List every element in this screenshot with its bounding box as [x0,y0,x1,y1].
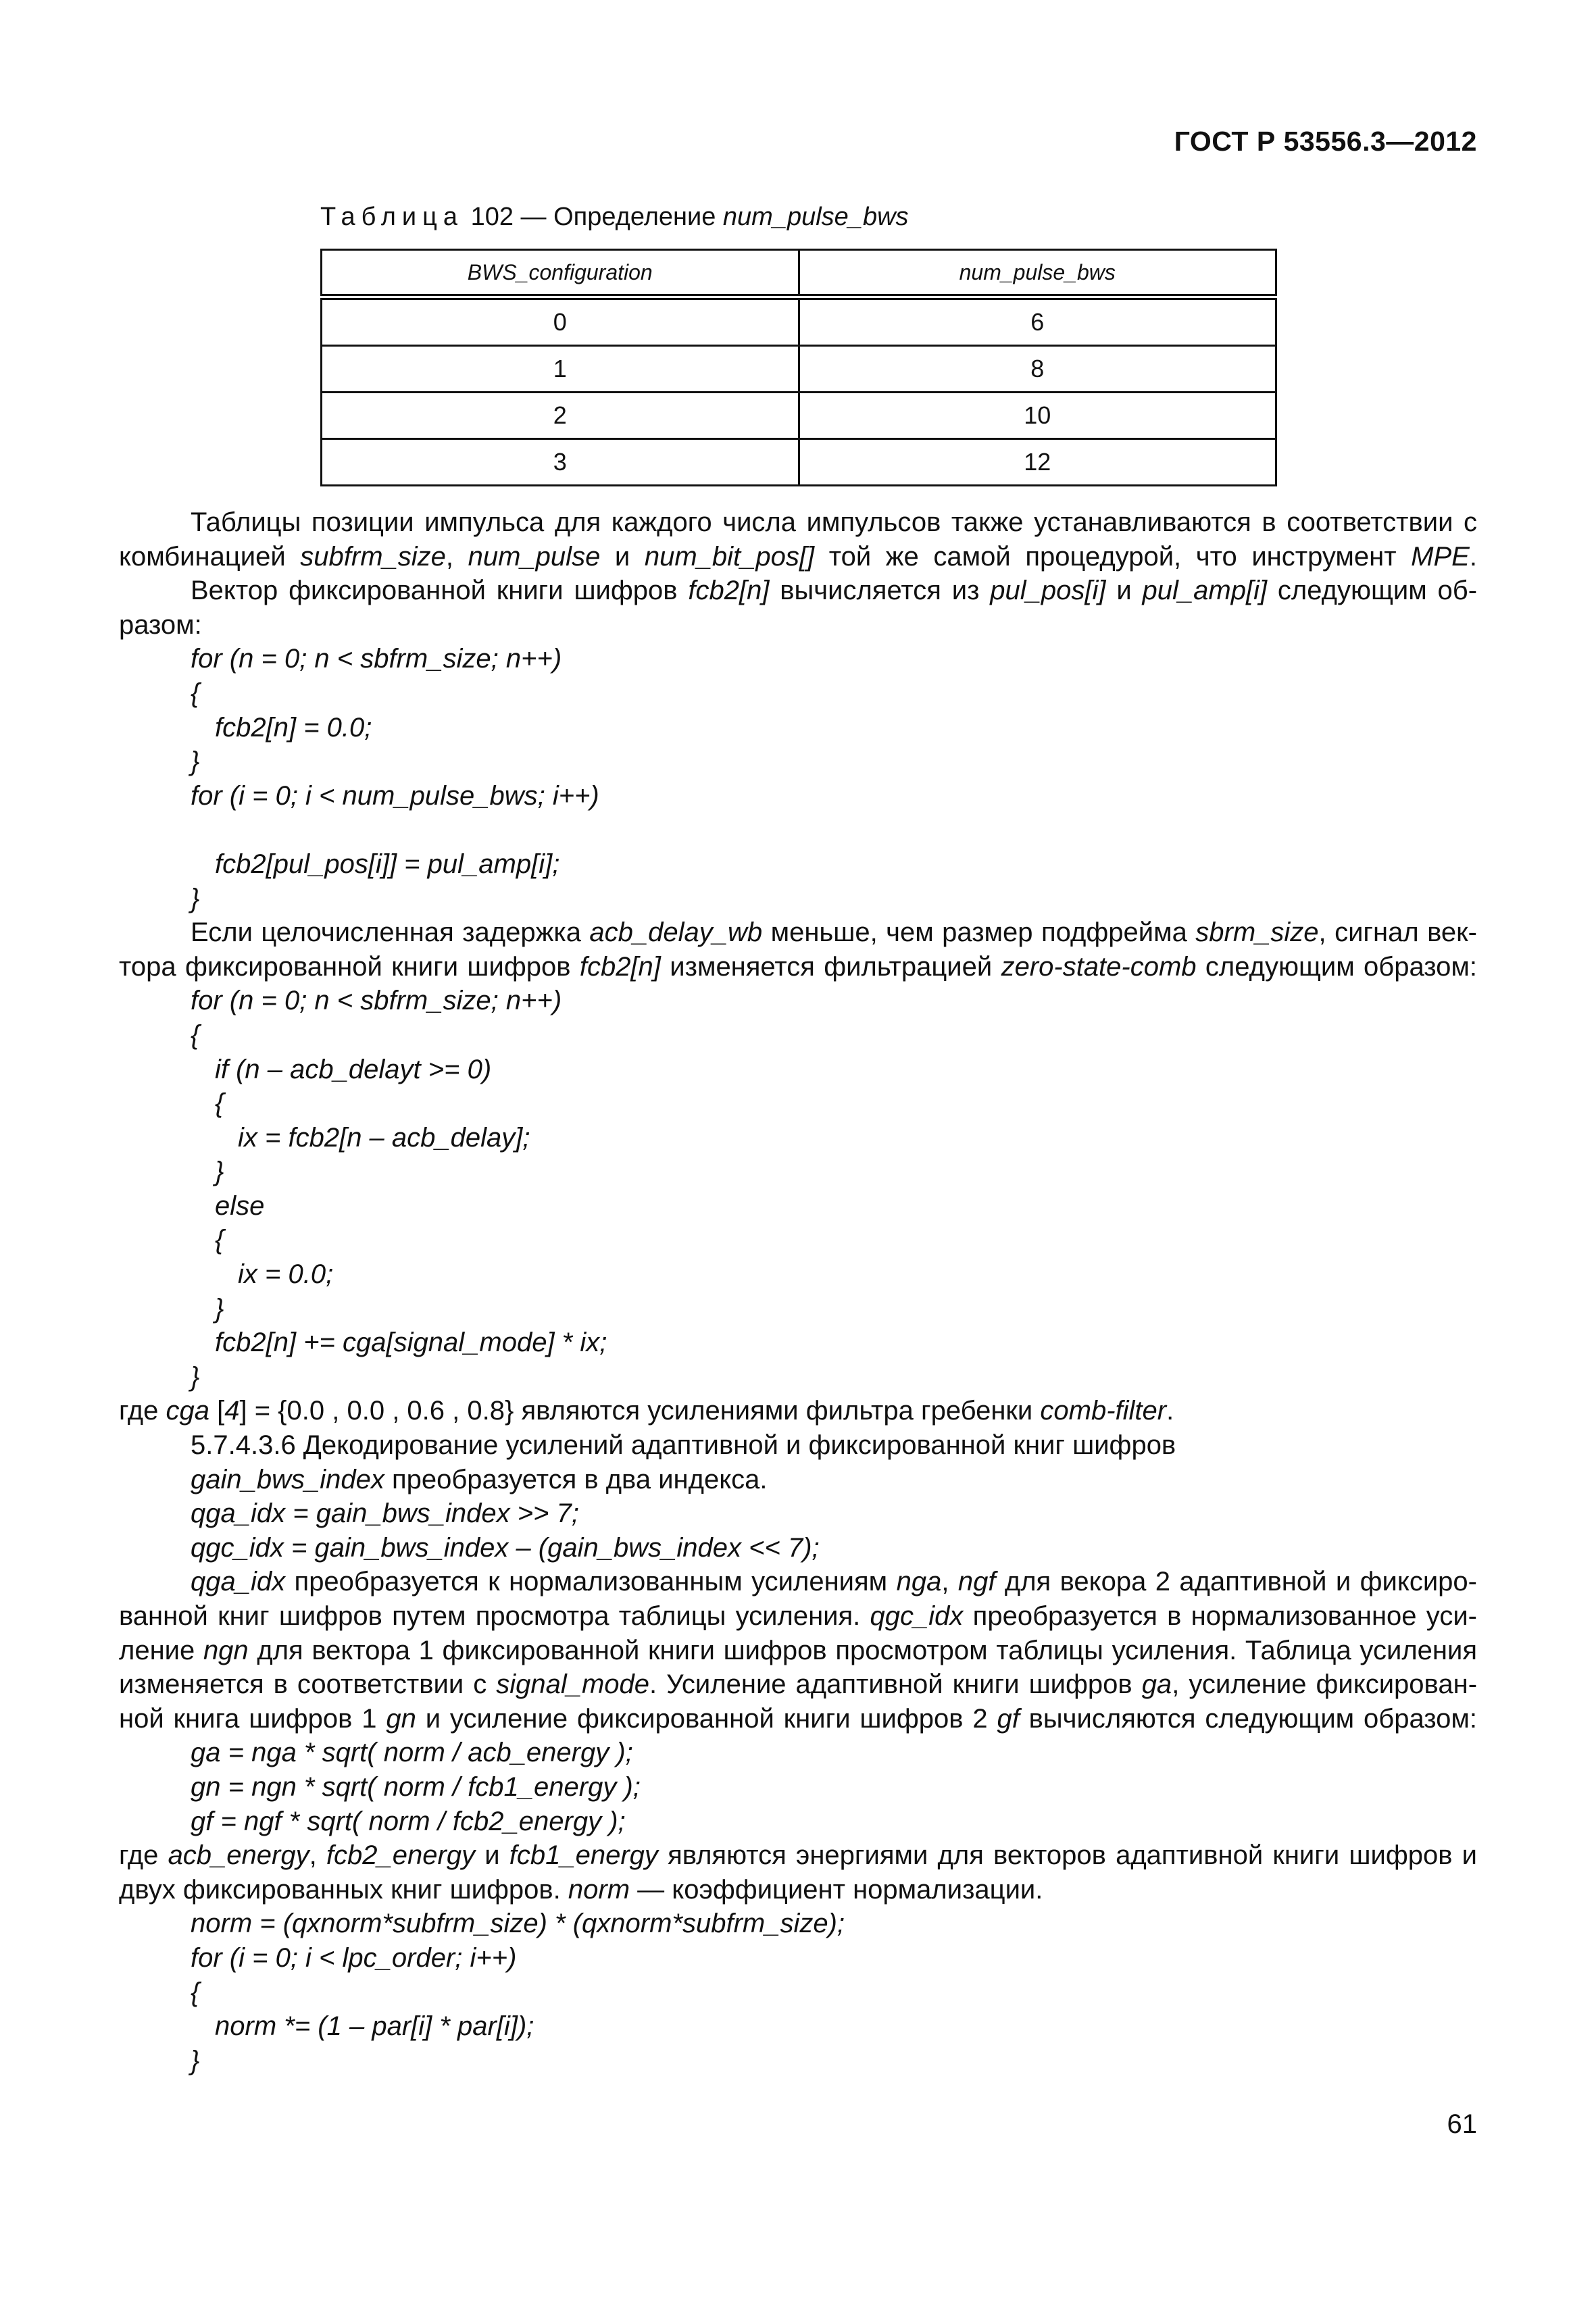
code-line: { [191,1977,200,2007]
text-run: zero-state-comb [1001,951,1197,982]
text-run: qgc_idx [870,1601,964,1631]
text-run: signal_mode [496,1669,650,1700]
table-header-row [322,250,1276,297]
table-cell: 3 [322,439,799,486]
text-run: norm [568,1874,630,1905]
table-row [322,297,1276,346]
text-run: изменяется фильтрацией [660,951,1001,982]
text-run: fcb1_energy [509,1840,658,1871]
text-run: где [119,1396,166,1426]
text-run: вычисляются следующим образом: [1019,1703,1477,1734]
text-run: fcb2_energy [326,1840,476,1871]
code-line: ix = 0.0; [238,1259,334,1290]
text-run: , [445,541,468,572]
text-run: и усиление фиксированной книги шифров 2 [416,1703,997,1734]
text-run: fcb2[n] [579,951,661,982]
text-run: , усиление фиксирован- [1172,1669,1478,1700]
table-cell: 1 [322,346,799,393]
code-line: gn = ngn * sqrt( norm / fcb1_energy ); [191,1771,641,1802]
text-run: . Усиление адаптивной книги шифров [649,1669,1142,1700]
text-run: pul_pos[i] [990,576,1106,606]
text-run: num_bit_pos[] [644,541,815,572]
page-number: 61 [1447,2109,1477,2139]
code-line: norm *= (1 – par[i] * par[i]); [215,2011,534,2042]
text-run: nga [896,1567,942,1597]
code-line: fcb2[n] += cga[signal_mode] * ix; [215,1328,607,1358]
code-line: gf = ngf * sqrt( norm / fcb2_energy ); [191,1806,626,1836]
table-cell: 10 [799,393,1276,439]
table-caption [320,203,909,232]
paragraph-line [119,1463,1477,1497]
table-cell: 6 [799,297,1276,346]
code-line: for (i = 0; i < lpc_order; i++) [191,1942,517,1973]
text-run: являются энергиями для векторов адаптивной книги шифров и [657,1840,1477,1871]
paragraph-line [119,1702,1477,1736]
text-run: sbrm_size [1195,917,1319,948]
text-run: для вектора 1 фиксированной книги шифров просмотром таблицы усиления. Таблица усиления [248,1635,1477,1665]
code-line: for (n = 0; n < sbfrm_size; n++) [191,644,562,674]
text-run: ga [1141,1669,1172,1700]
code-line: if (n – acb_delayt >= 0) [215,1054,492,1084]
text-run: и [1105,576,1143,606]
paragraph-line [119,505,1477,540]
text-run: subfrm_size [300,541,446,572]
text-run: комбинацией [119,541,301,572]
standard-number: ГОСТ Р 53556.3—2012 [1174,126,1477,157]
text-run: и [475,1840,509,1871]
text-run: , сигнал век- [1318,917,1477,948]
paragraph-line: разом: [119,609,202,640]
text-run: для векора 2 адаптивной и фиксиро- [995,1567,1477,1597]
code-line: { [215,1225,224,1255]
blank-line [119,813,1477,847]
table-102 [320,249,1277,486]
text-run: двух фиксированных книг шифров. [119,1874,568,1905]
text-run: fcb2[n] [688,576,770,606]
text-run: . [1469,541,1477,572]
table-cell: 8 [799,346,1276,393]
code-line: fcb2[pul_pos[i]] = pul_amp[i]; [215,849,560,879]
text-run: изменяется в соответствии с [119,1669,497,1700]
text-run: , [941,1567,958,1597]
paragraph-line [119,1634,1477,1668]
text-run: num_pulse [468,541,601,572]
text-run: pul_amp[i] [1142,576,1268,606]
text-run: Таблицы позиции импульса для каждого числа импульсов также устанавливаются в соответствии с [191,507,1477,537]
table-caption-prefix: Таблица [320,203,464,231]
code-line: qga_idx = gain_bws_index >> 7; [191,1499,579,1529]
text-run: тора фиксированной книги шифров [119,951,580,982]
text-run: Если целочисленная задержка [191,917,590,948]
code-line: } [215,1293,224,1324]
text-run: преобразуется в два индекса. [384,1464,768,1494]
table-caption-term: num_pulse_bws [722,203,909,231]
table-caption-number: 102 — Определение [470,203,716,231]
text-run: и [600,541,645,572]
code-line: { [191,678,200,708]
text-run: , [309,1840,326,1871]
text-run: . [1166,1396,1174,1426]
paragraph-line [119,1599,1477,1634]
text-run: 4 [224,1396,240,1426]
code-line: { [191,1020,200,1050]
code-line: ix = fcb2[n – acb_delay]; [238,1122,530,1153]
column-header-num-pulse-bws: num_pulse_bws [799,250,1276,297]
code-line: } [191,1361,200,1392]
code-line: fcb2[n] = 0.0; [215,712,372,743]
text-run: следующим об- [1267,576,1478,606]
code-line: ga = nga * sqrt( norm / acb_energy ); [191,1738,633,1768]
column-header-bws-configuration: BWS_configuration [322,250,799,297]
code-line: } [191,883,200,913]
text-run: меньше, чем размер подфрейма [762,917,1196,948]
section-heading: 5.7.4.3.6 Декодирование усилений адаптивной и фиксированной книг шифров [191,1430,1176,1461]
text-run: [ [209,1396,225,1426]
table-cell: 12 [799,439,1276,486]
table-cell: 0 [322,297,799,346]
paragraph-line [119,1565,1477,1599]
text-run: Вектор фиксированной книги шифров [191,576,689,606]
paragraph-line [119,1838,1477,1873]
text-run: ной книга шифров 1 [119,1703,386,1734]
text-run: cga [166,1396,209,1426]
text-run: MPE [1411,541,1470,572]
table-cell: 2 [322,393,799,439]
text-run: gn [386,1703,416,1734]
text-run: ление [119,1635,203,1665]
body-text [119,505,1477,2078]
text-run: преобразуется к нормализованным усилениям [285,1567,897,1597]
code-line: } [215,1157,224,1187]
paragraph-line [119,540,1477,574]
text-run: acb_energy [168,1840,309,1871]
text-run: comb-filter [1040,1396,1167,1426]
paragraph-line [119,915,1477,950]
paragraph-line [119,1394,1477,1428]
text-run: ngf [957,1567,996,1597]
code-line: { [215,1088,224,1119]
text-run: qga_idx [191,1567,286,1597]
text-run: вычисляется из [769,576,991,606]
text-run: ngn [203,1635,249,1665]
text-run: ] = {0.0 , 0.0 , 0.6 , 0.8} являются усилениями фильтра гребенки [239,1396,1041,1426]
text-run: где [119,1840,168,1871]
table-row [322,393,1276,439]
paragraph-line [119,1873,1477,1907]
code-line: else [215,1190,265,1221]
code-line: for (n = 0; n < sbfrm_size; n++) [191,986,562,1016]
code-line: } [191,2045,200,2076]
table-row [322,346,1276,393]
paragraph-line [119,574,1477,608]
code-line: norm = (qxnorm*subfrm_size) * (qxnorm*subfrm_size); [191,1909,845,1939]
text-run: ванной книг шифров путем просмотра таблицы усиления. [119,1601,870,1631]
text-run: — коэффициент нормализации. [630,1874,1043,1905]
text-run: acb_delay_wb [589,917,763,948]
text-run: следующим образом: [1196,951,1477,982]
paragraph-line [119,950,1477,984]
code-line: } [191,747,200,777]
code-line: for (i = 0; i < num_pulse_bws; i++) [191,780,599,811]
table-row [322,439,1276,486]
paragraph-line [119,1667,1477,1702]
text-run: преобразуется в нормализованное уси- [963,1601,1477,1631]
text-run: gain_bws_index [191,1464,384,1494]
text-run: той же самой процедурой, что инструмент [814,541,1412,572]
code-line: qgc_idx = gain_bws_index – (gain_bws_index << 7); [191,1532,820,1563]
text-run: gf [997,1703,1020,1734]
